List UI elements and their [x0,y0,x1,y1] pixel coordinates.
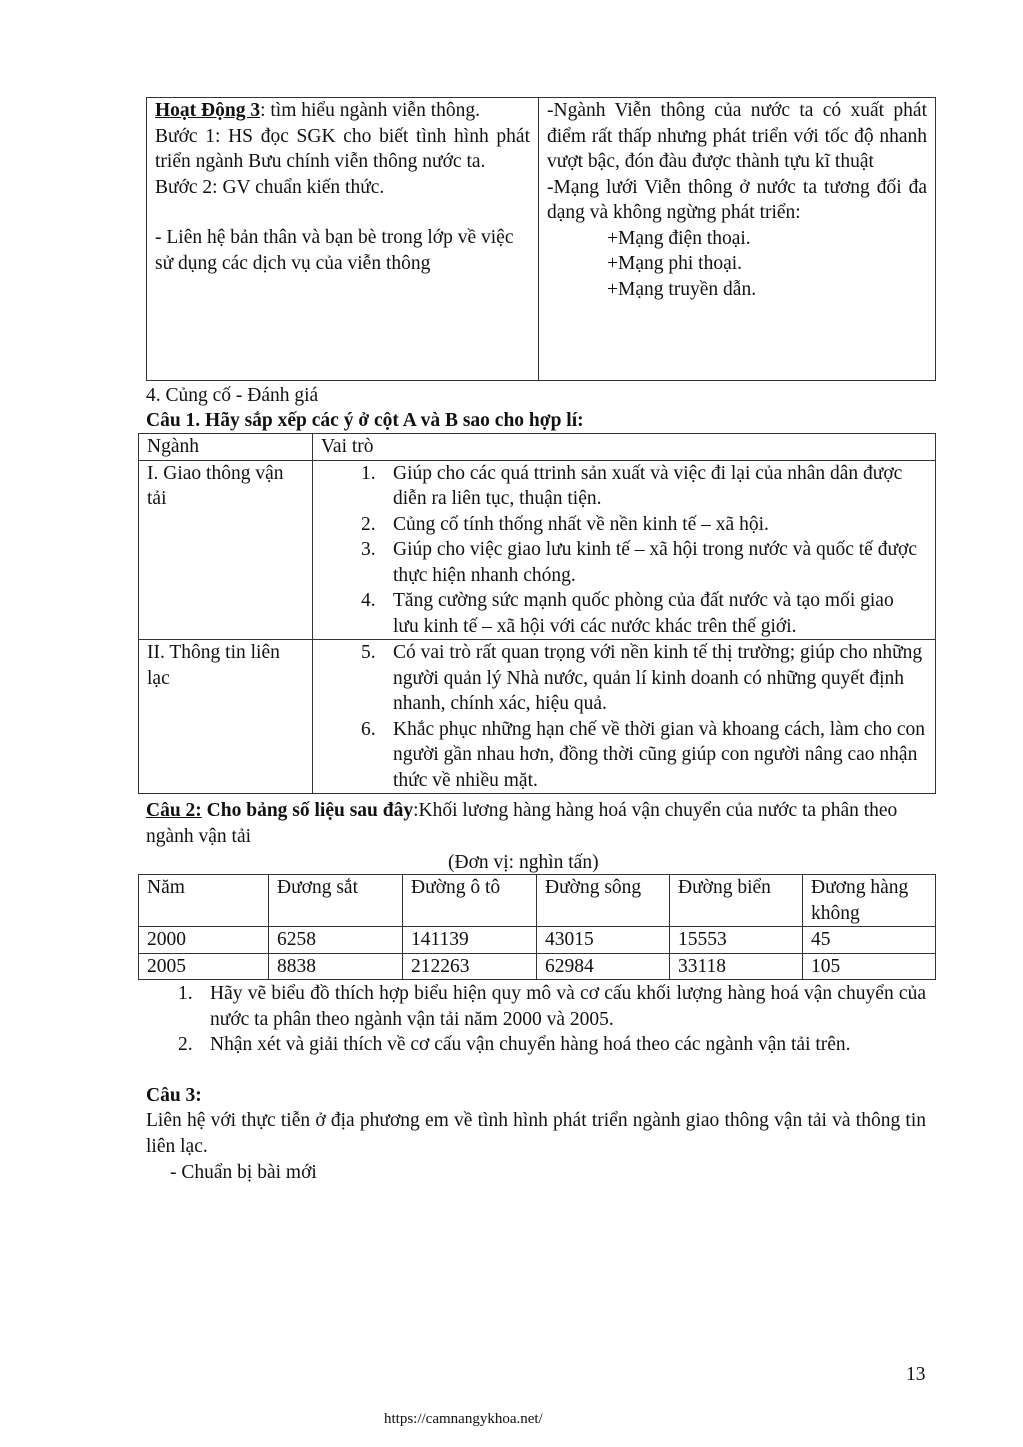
q2-header: Đường ô tô [403,875,537,927]
list-item: 1. Giúp cho các quá ttrinh sản xuất và việc đi lại của nhân dân được diễn ra liên tục, thuận tiện. [361,462,903,509]
table-cell: 6258 [269,927,403,954]
table-cell: 62984 [537,953,670,980]
activity-right-p1: -Ngành Viễn thông của nước ta có xuất phát điểm rất thấp nhưng phát triển với tốc độ nhanh vượt bậc, đón đàu được thành tựu kĩ thuật [547,100,927,172]
q3-prep: - Chuẩn bị bài mới [170,1162,317,1183]
table-cell: 2005 [139,953,269,980]
list-item: 4. Tăng cường sức mạnh quốc phòng của đất nước và tạo mối giao lưu kinh tế – xã hội với các nước khác trên thế giới. [361,590,894,637]
list-item: 6. Khắc phục những hạn chế về thời gian và khoang cách, làm cho con người gần nhau hơn, đồng thời cũng giúp con người nâng cao nhận thức về nhiều mặt. [361,718,926,791]
list-item: 1. Hãy vẽ biểu đồ thích hợp biểu hiện quy mô và cơ cấu khối lượng hàng hoá vận chuyển của nước ta phân theo ngành vận tải năm 2000 và 2005. [178,983,926,1030]
list-item: 3. Giúp cho việc giao lưu kinh tế – xã hội trong nước và quốc tế được thực hiện nhanh chóng. [361,539,917,586]
activity-right-p2: -Mạng lưới Viễn thông ở nước ta tương đối đa dạng và không ngừng phát triển: [547,176,927,223]
activity-right-cell [539,98,936,381]
table-cell: 33118 [670,953,803,980]
table-cell: 141139 [403,927,537,954]
q1-group-name: II. Thông tin liên lạc [139,640,313,794]
activity-title-line [155,98,530,124]
q2-header: Đương hàng không [803,875,936,927]
activity-title-rest: : tìm hiểu ngành viễn thông. [260,100,480,121]
q3-text: Liên hệ với thực tiễn ở địa phương em về tình hình phát triển ngành giao thông vận tải và thông tin liên lạc. [146,1110,926,1157]
q2-tasks [138,981,926,1058]
network-item: +Mạng phi thoại. [607,253,743,274]
list-item: 2. Củng cố tính thống nhất về nền kinh tế – xã hội. [361,513,769,535]
q2-unit: (Đơn vị: nghìn tấn) [448,852,599,873]
list-item: 5. Có vai trò rất quan trọng với nền kinh tế thị trường; giúp cho những người quản lý Nhà nước, quản lí kinh doanh có những quyết định nhanh, chính xác, hiệu quả. [361,642,923,714]
q1-table [138,433,936,794]
table-cell: 2000 [139,927,269,954]
activity-left-cell [147,98,539,381]
q1-header-nganh: Ngành [139,434,313,461]
page-number: 13 [906,1364,926,1385]
table-cell: 212263 [403,953,537,980]
table-cell: 43015 [537,927,670,954]
table-cell: 8838 [269,953,403,980]
q1-header-vaitro: Vai trò [313,434,936,461]
q2-bold: Cho bảng số liệu sau đây [201,800,414,821]
q2-table [138,874,936,980]
table-row [139,927,936,954]
q2-label: Câu 2: [146,800,202,821]
q2-header: Đường biển [670,875,803,927]
q2-intro [146,798,936,849]
activity-title: Hoạt Động 3 [155,100,261,121]
q1-group-items [313,460,936,640]
q1-group-name: I. Giao thông vận tải [139,460,313,640]
table-row [139,953,936,980]
list-item: 2. Nhận xét và giải thích về cơ cấu vận chuyển hàng hoá theo các ngành vận tải trên. [178,1034,851,1055]
q1-title: Câu 1. Hãy sắp xếp các ý ở cột A và B sao cho hợp lí: [146,410,584,431]
table-cell: 45 [803,927,936,954]
q1-group-items [313,640,936,794]
q2-header: Đường sông [537,875,670,927]
q2-text: :Khối lương hàng hàng hoá vận chuyển của nước ta phân theo ngành vận tải [146,800,898,847]
table-cell: 105 [803,953,936,980]
q3-title: Câu 3: [146,1085,202,1106]
activity-table [146,97,936,381]
network-item: +Mạng điện thoại. [607,227,751,249]
footer-url: https://camnangykhoa.net/ [384,1411,543,1427]
activity-step2: Bước 2: GV chuẩn kiến thức. [155,176,385,198]
q2-header: Đương sắt [269,875,403,927]
activity-note: - Liên hệ bản thân và bạn bè trong lớp về việc sử dụng các dịch vụ của viễn thông [155,227,514,274]
table-cell: 15553 [670,927,803,954]
network-item: +Mạng truyền dẫn. [607,278,757,300]
section-heading: 4. Củng cố - Đánh giá [146,385,319,406]
activity-step1: Bước 1: HS đọc SGK cho biết tình hình phát triển ngành Bưu chính viễn thông nước ta. [155,125,530,172]
q2-header: Năm [139,875,269,927]
